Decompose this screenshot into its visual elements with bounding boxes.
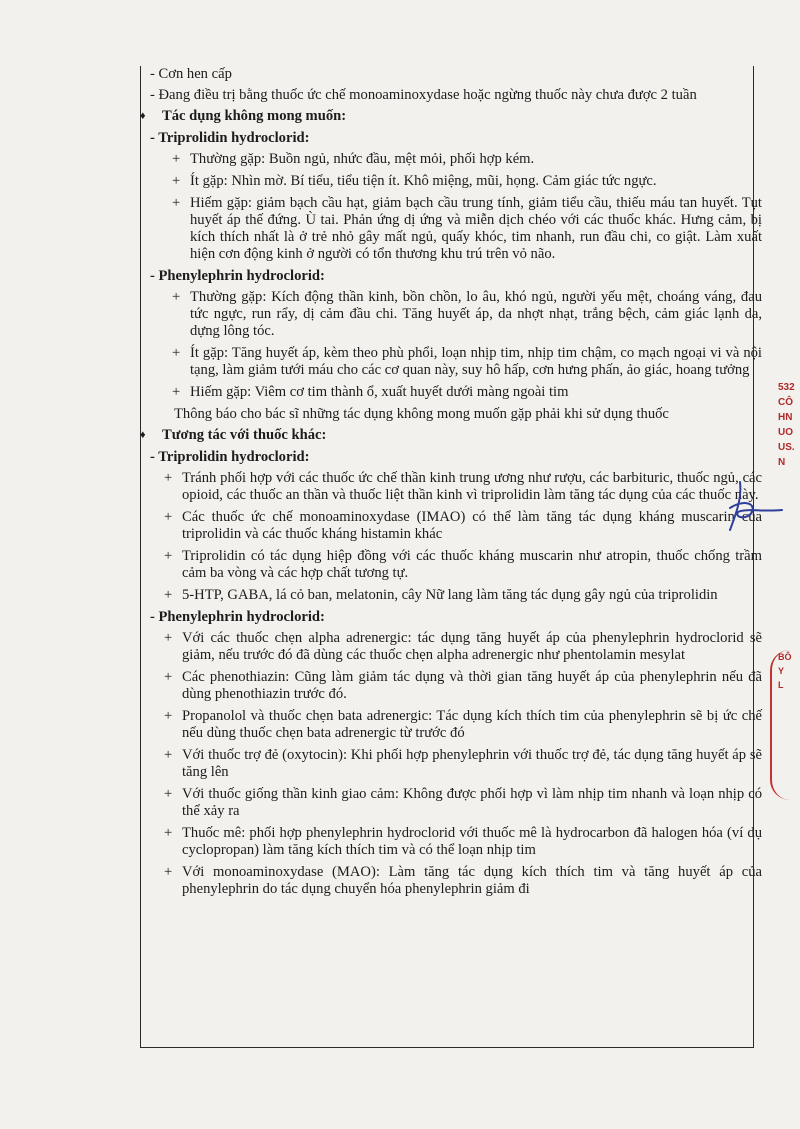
plus-icon: + (164, 669, 173, 685)
list-item: + Với thuốc giống thần kinh giao cảm: Không được phối hợp vì làm nhịp tim nhanh và loạn nhịp có thể xảy ra (164, 786, 762, 819)
plus-icon: + (172, 173, 181, 189)
stamp-fragment-top: 532 CÔ HN UO US. N (778, 382, 795, 468)
plus-icon: + (164, 786, 173, 802)
plus-icon: + (164, 708, 173, 724)
plus-icon: + (164, 630, 173, 646)
section-title-interactions: ♦ Tương tác với thuốc khác: (140, 427, 327, 443)
plus-icon: + (172, 151, 181, 167)
adverse-note: Thông báo cho bác sĩ những tác dụng không mong muốn gặp phải khi sử dụng thuốc (174, 406, 669, 422)
list-item: + Propanolol và thuốc chẹn bata adrenergic: Tác dụng kích thích tim của phenylephrin sẽ bị ức chế nếu dùng thuốc chẹn bata adrenergic từ trước đó (164, 708, 762, 741)
subsection-title-triprolidin: - Triprolidin hydroclorid: (150, 449, 310, 465)
plus-icon: + (164, 747, 173, 763)
list-item: + Với monoaminoxydase (MAO): Làm tăng tác dụng kích thích tim và tăng huyết áp của phenylephrin do tác dụng chuyển hóa phenylephrin giảm đi (164, 864, 762, 897)
list-item: + Các thuốc ức chế monoaminoxydase (IMAO) có thể làm tăng tác dụng kháng muscarin của triprolidin và các thuốc kháng histamin khác (164, 509, 762, 542)
intro-item: - Cơn hen cấp (150, 66, 232, 82)
diamond-icon: ♦ (140, 429, 146, 441)
plus-icon: + (172, 384, 181, 400)
plus-icon: + (164, 470, 173, 486)
list-item: + Ít gặp: Tăng huyết áp, kèm theo phù phổi, loạn nhịp tim, nhịp tim chậm, co mạch ngoại vi và nội tạng, làm giảm tưới máu cho các cơ quan này, suy hô hấp, cơn hưng phấn, ảo giác, hoang tưởng (172, 345, 762, 378)
plus-icon: + (164, 548, 173, 564)
signature-icon (712, 478, 792, 538)
subsection-title-phenylephrin: - Phenylephrin hydroclorid: (150, 268, 325, 284)
plus-icon: + (172, 289, 181, 305)
list-item: + Thuốc mê: phối hợp phenylephrin hydroclorid với thuốc mê là hydrocarbon đã halogen hóa (ví dụ cyclopropan) làm tăng kích thích tim và có thể loạn nhịp tim (164, 825, 762, 858)
list-item: + Hiếm gặp: Viêm cơ tim thành ổ, xuất huyết dưới màng ngoài tim (172, 384, 569, 400)
subsection-title-phenylephrin: - Phenylephrin hydroclorid: (150, 609, 325, 625)
list-item: + Các phenothiazin: Cũng làm giảm tác dụng và thời gian tăng huyết áp của phenylephrin nếu đã dùng phenothiazin trước đó. (164, 669, 762, 702)
subsection-title-triprolidin: - Triprolidin hydroclorid: (150, 130, 310, 146)
plus-icon: + (172, 195, 181, 211)
plus-icon: + (164, 587, 173, 603)
list-item: + 5-HTP, GABA, lá cỏ ban, melatonin, cây Nữ lang làm tăng tác dụng gây ngủ của triprolidin (164, 587, 718, 603)
plus-icon: + (164, 864, 173, 880)
list-item: + Hiếm gặp: giảm bạch cầu hạt, giảm bạch cầu trung tính, giảm tiểu cầu, thiếu máu tan huyết. Tụt huyết áp thế đứng. Ù tai. Phản ứng dị ứng và miễn dịch chéo với các thuốc khác. Hưng cảm, bị kích thích nhất là ở trẻ nhỏ gây mất ngủ, quấy khóc, tim nhanh, run đầu chi, co giật. Làm xuất hiện cơn động kinh ở người có tổn thương khu trú trên vỏ não. (172, 195, 762, 262)
plus-icon: + (164, 825, 173, 841)
intro-item: - Đang điều trị bằng thuốc ức chế monoaminoxydase hoặc ngừng thuốc này chưa được 2 tuần (150, 87, 697, 103)
list-item: + Ít gặp: Nhìn mờ. Bí tiểu, tiểu tiện ít. Khô miệng, mũi, họng. Cảm giác tức ngực. (172, 173, 657, 189)
document-body (140, 66, 762, 903)
list-item: + Triprolidin có tác dụng hiệp đồng với các thuốc kháng muscarin như atropin, thuốc chống trầm cảm ba vòng và các hợp chất tương tự. (164, 548, 762, 581)
stamp-fragment-bottom: BÔ Y L (770, 650, 800, 800)
list-item: + Tránh phối hợp với các thuốc ức chế thần kinh trung ương như rượu, các barbituric, thuốc ngủ, các opioid, các thuốc an thần và thuốc liệt thần kinh vì triprolidin làm tăng tác dụng của các thuốc này. (164, 470, 762, 503)
list-item: + Thường gặp: Kích động thần kinh, bồn chồn, lo âu, khó ngủ, người yếu mệt, choáng váng, đau tức ngực, run rẩy, dị cảm đầu chi. Tăng huyết áp, da nhợt nhạt, trắng bệch, cảm giác lạnh da, dựng lông tóc. (172, 289, 762, 339)
plus-icon: + (172, 345, 181, 361)
diamond-icon: ♦ (140, 110, 146, 122)
section-title-adverse: ♦ Tác dụng không mong muốn: (140, 108, 347, 124)
plus-icon: + (164, 509, 173, 525)
list-item: + Thường gặp: Buồn ngủ, nhức đầu, mệt mỏi, phối hợp kém. (172, 151, 535, 167)
list-item: + Với thuốc trợ đẻ (oxytocin): Khi phối hợp phenylephrin với thuốc trợ đẻ, tác dụng tăng huyết áp sẽ tăng lên (164, 747, 762, 780)
list-item: + Với các thuốc chẹn alpha adrenergic: tác dụng tăng huyết áp của phenylephrin hydroclorid sẽ giảm, nếu trước đó đã dùng các thuốc chẹn alpha adrenergic như phentolamin mesylat (164, 630, 762, 663)
